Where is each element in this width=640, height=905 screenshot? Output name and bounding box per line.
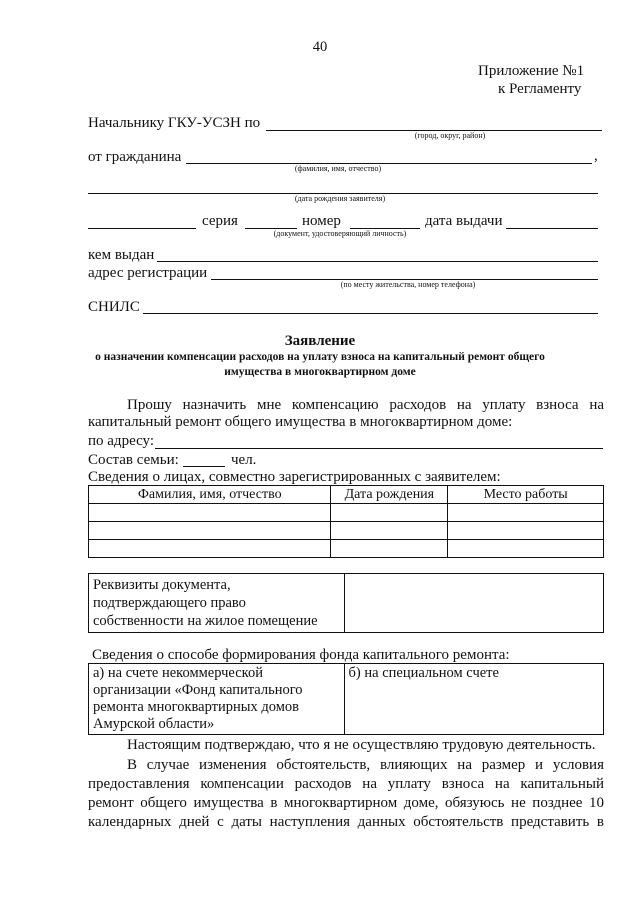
from-comma: ,: [594, 148, 598, 164]
fund-option-a[interactable]: [89, 664, 345, 735]
confirm-text: Настоящим подтверждаю, что я не осуществляю трудовую деятельность.: [127, 737, 596, 753]
fund-option-a-line3: ремонта многоквартирных домов: [93, 699, 300, 715]
fund-option-b[interactable]: [344, 664, 603, 735]
to-label: Начальнику ГКУ-УСЗН по: [88, 115, 261, 131]
persons-cell[interactable]: [331, 540, 448, 558]
persons-cell[interactable]: [448, 540, 604, 558]
series-label: серия: [202, 213, 238, 229]
snils-field[interactable]: [143, 313, 598, 314]
persons-table: [88, 485, 604, 558]
family-label: Состав семьи:: [88, 452, 179, 468]
appendix-title: Приложение №1: [478, 63, 585, 79]
persons-cell[interactable]: [448, 522, 604, 540]
persons-cell[interactable]: [331, 504, 448, 522]
ownership-label-line1: Реквизиты документа,: [93, 577, 231, 593]
table-row: [89, 540, 604, 558]
persons-cell[interactable]: [448, 504, 604, 522]
table-row: [89, 504, 604, 522]
persons-cell[interactable]: [89, 522, 331, 540]
persons-cell[interactable]: [89, 540, 331, 558]
from-caption: (фамилия, имя, отчество): [294, 164, 382, 173]
persons-cell[interactable]: [331, 522, 448, 540]
persons-header-dob: Дата рождения: [331, 486, 448, 504]
address-label: адрес регистрации: [88, 265, 208, 281]
fund-table: [88, 663, 604, 735]
persons-header-work: Место работы: [448, 486, 604, 504]
ownership-table: [88, 573, 604, 633]
property-address-label: по адресу:: [88, 433, 155, 449]
dob-caption: (дата рождения заявителя): [294, 194, 386, 203]
id-caption: (документ, удостоверяющий личность): [273, 229, 407, 238]
snils-label: СНИЛС: [88, 299, 140, 315]
family-unit: чел.: [231, 452, 257, 468]
family-count-field[interactable]: [183, 466, 225, 467]
table-row: [89, 522, 604, 540]
change-line1: В случае изменения обстоятельств, влияющих на размер и условия: [127, 757, 604, 773]
ownership-label-line2: подтверждающего право: [93, 595, 246, 611]
change-line2: предоставления компенсации расходов на уплату взноса на капитальный: [88, 776, 604, 792]
ownership-label-line3: собственности на жилое помещение: [93, 613, 318, 629]
issue-date-field[interactable]: [506, 228, 598, 229]
appendix-subtitle: к Регламенту: [498, 81, 582, 97]
ownership-label-cell: [89, 574, 345, 633]
statement-title: Заявление: [284, 333, 356, 349]
page-number: 40: [312, 39, 328, 55]
statement-subtitle-line1: о назначении компенсации расходов на уплату взноса на капитальный ремонт общего: [95, 351, 545, 363]
persons-label: Сведения о лицах, совместно зарегистрированных с заявителем:: [88, 469, 501, 485]
address-caption: (по месту жительства, номер телефона): [340, 280, 476, 289]
issued-by-field[interactable]: [157, 261, 598, 262]
statement-subtitle-line2: имущества в многоквартирном доме: [224, 366, 416, 378]
fund-option-a-line4: Амурской области»: [93, 716, 215, 732]
persons-header-name: Фамилия, имя, отчество: [89, 486, 331, 504]
request-line1: Прошу назначить мне компенсацию расходов на уплату взноса на: [127, 397, 604, 413]
issue-date-label: дата выдачи: [425, 213, 503, 229]
change-line4: календарных дней с даты наступления данных обстоятельств представить в: [88, 814, 604, 830]
fund-label: Сведения о способе формирования фонда капитального ремонта:: [92, 647, 510, 663]
fund-option-a-line1: а) на счете некоммерческой: [93, 665, 263, 681]
request-line2: капитальный ремонт общего имущества в многоквартирном доме:: [88, 414, 513, 430]
property-address-field[interactable]: [155, 448, 603, 449]
number-label: номер: [302, 213, 341, 229]
id-type-field[interactable]: [88, 228, 196, 229]
change-line3: ремонт общего имущества в многоквартирном доме, обязуюсь не позднее 10: [88, 795, 604, 811]
ownership-value-cell[interactable]: [344, 574, 603, 633]
fund-option-b-text: б) на специальном счете: [348, 665, 499, 681]
persons-cell[interactable]: [89, 504, 331, 522]
issued-by-label: кем выдан: [88, 247, 155, 263]
to-caption: (город, округ, район): [414, 131, 486, 140]
fund-option-a-line2: организации «Фонд капитального: [93, 682, 303, 698]
from-label: от гражданина: [88, 149, 182, 165]
